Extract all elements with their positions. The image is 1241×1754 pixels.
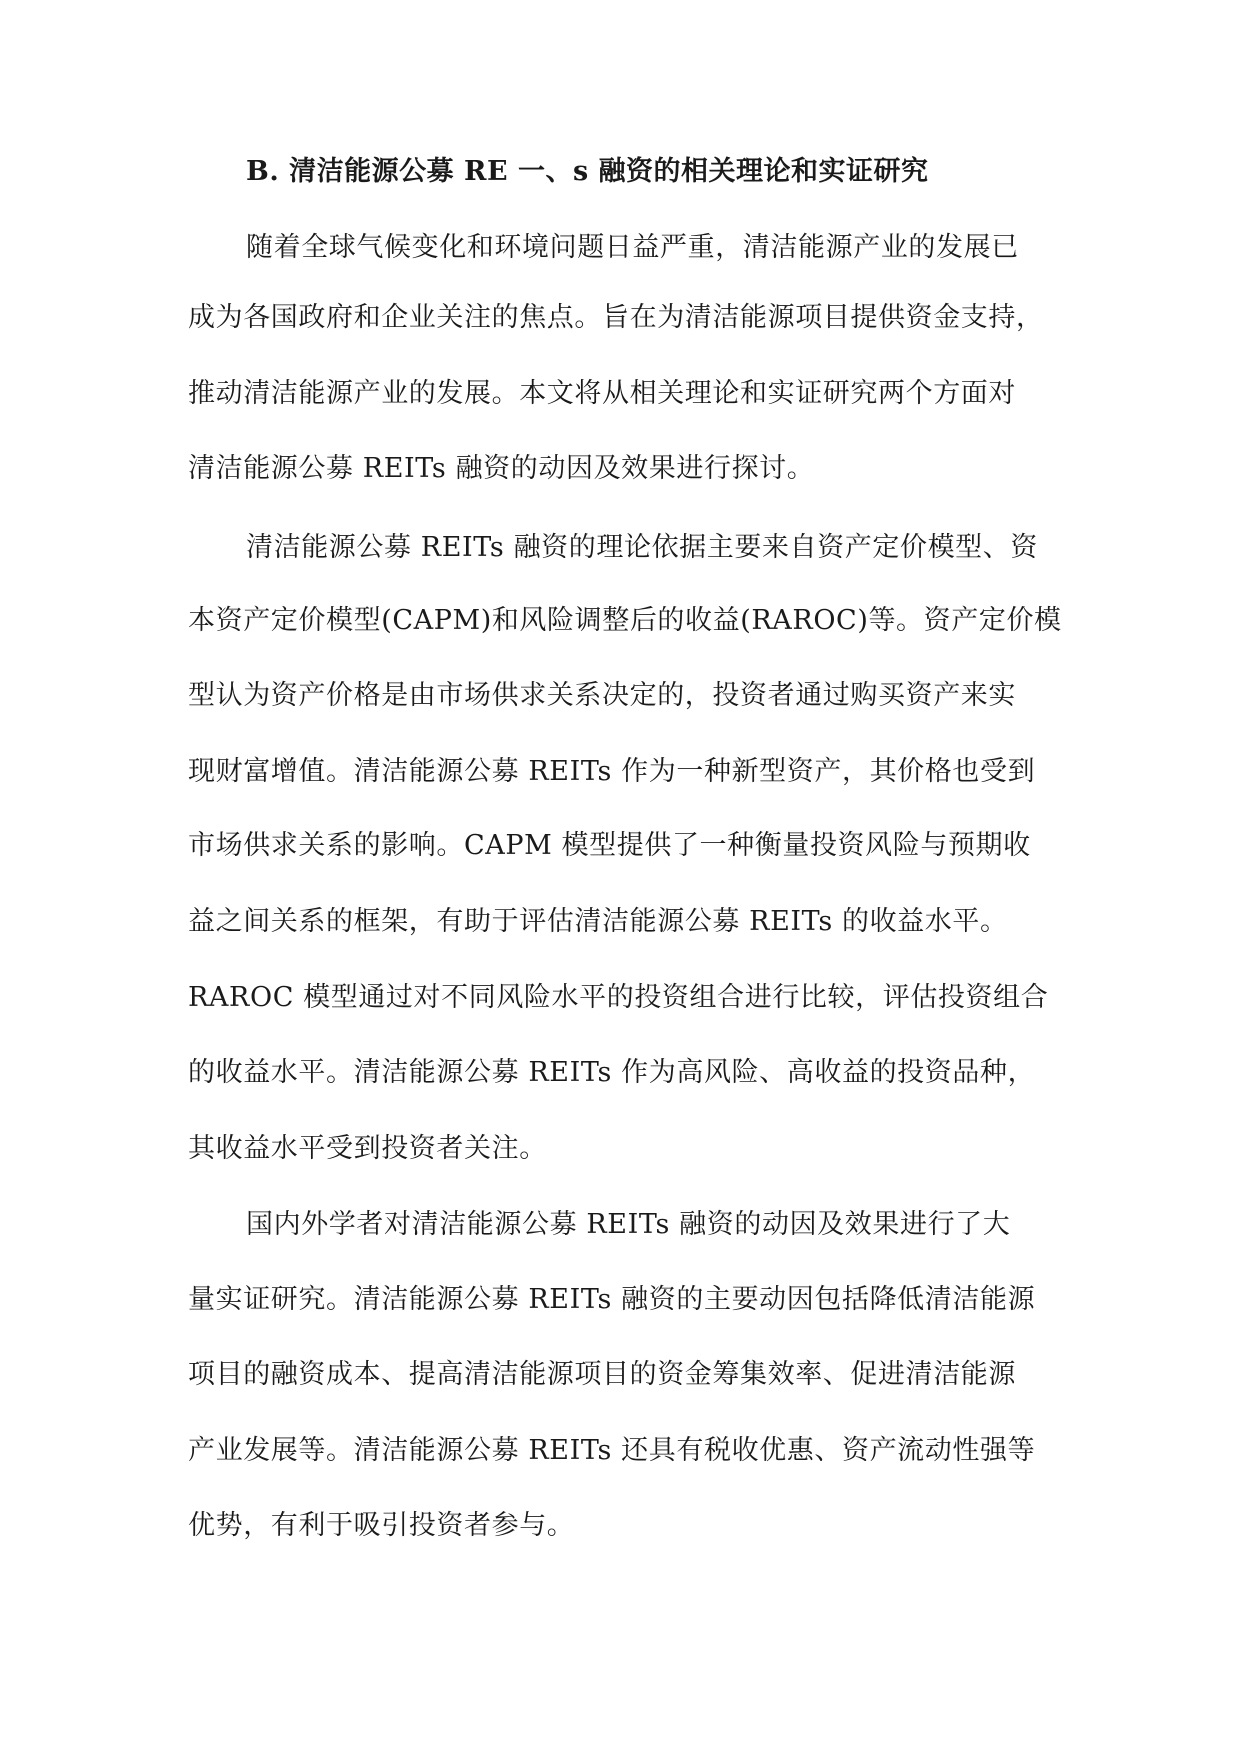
section-heading: B. 清洁能源公募 RE 一、s 融资的相关理论和实证研究 [246, 156, 929, 187]
paragraph-3-line-4: 产业发展等。清洁能源公募 REITs 还具有税收优惠、资产流动性强等 [188, 1435, 1036, 1466]
paragraph-1-line-2: 成为各国政府和企业关注的焦点。旨在为清洁能源项目提供资金支持， [188, 302, 1044, 333]
paragraph-3-line-3: 项目的融资成本、提高清洁能源项目的资金筹集效率、促进清洁能源 [188, 1359, 1016, 1390]
paragraph-2-line-9: 其收益水平受到投资者关注。 [188, 1133, 547, 1164]
paragraph-2-line-3: 型认为资产价格是由市场供求关系决定的，投资者通过购买资产来实 [188, 680, 1016, 711]
paragraph-1-line-4: 清洁能源公募 REITs 融资的动因及效果进行探讨。 [188, 453, 815, 484]
paragraph-2-line-2: 本资产定价模型(CAPM)和风险调整后的收益(RAROC)等。资产定价模 [188, 605, 1062, 636]
paragraph-3-line-5: 优势，有利于吸引投资者参与。 [188, 1510, 575, 1541]
paragraph-2-line-1: 清洁能源公募 REITs 融资的理论依据主要来自资产定价模型、资 [246, 532, 1038, 563]
paragraph-1-line-1: 随着全球气候变化和环境问题日益严重，清洁能源产业的发展已 [246, 232, 1019, 263]
paragraph-3-line-2: 量实证研究。清洁能源公募 REITs 融资的主要动因包括降低清洁能源 [188, 1284, 1036, 1315]
paragraph-2-line-4: 现财富增值。清洁能源公募 REITs 作为一种新型资产，其价格也受到 [188, 756, 1036, 787]
paragraph-1-line-3: 推动清洁能源产业的发展。本文将从相关理论和实证研究两个方面对 [188, 378, 1016, 409]
paragraph-2-line-6: 益之间关系的框架，有助于评估清洁能源公募 REITs 的收益水平。 [188, 906, 1008, 937]
paragraph-2-line-7: RAROC 模型通过对不同风险水平的投资组合进行比较，评估投资组合 [188, 982, 1049, 1013]
paragraph-3-line-1: 国内外学者对清洁能源公募 REITs 融资的动因及效果进行了大 [246, 1209, 1011, 1240]
paragraph-2-line-5: 市场供求关系的影响。CAPM 模型提供了一种衡量投资风险与预期收 [188, 830, 1031, 861]
paragraph-2-line-8: 的收益水平。清洁能源公募 REITs 作为高风险、高收益的投资品种， [188, 1057, 1036, 1088]
